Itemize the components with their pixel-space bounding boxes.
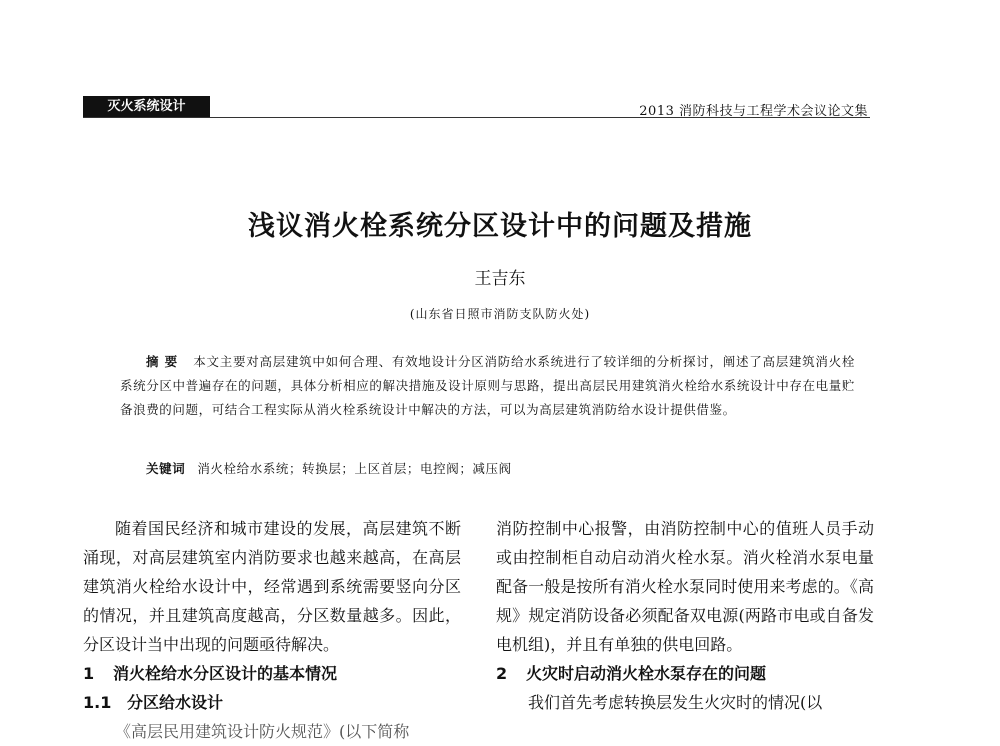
abstract-text: 本文主要对高层建筑中如何合理、有效地设计分区消防给水系统进行了较详细的分析探讨，阐述了高层建筑消火栓系统分区中普遍存在的问题，具体分析相应的解决措施及设计原则与思路，提出高层民用建筑消火栓给水系统设计中存在电量贮备浪费的问题，可结合工程实际从消火栓系统设计中解决的方法，可以为高层建筑消防给水设计提供借鉴。 xyxy=(120,354,855,417)
keywords xyxy=(146,459,512,477)
right-column xyxy=(496,514,874,717)
intro-paragraph: 随着国民经济和城市建设的发展，高层建筑不断涌现，对高层建筑室内消防要求也越来越高，在高层建筑消火栓给水设计中，经常遇到系统需要竖向分区的情况，并且建筑高度越高，分区数量越多。因此，分区设计当中出现的问题亟待解决。 xyxy=(83,519,461,654)
paper-author: 王吉东 xyxy=(474,269,526,289)
author-affiliation: (山东省日照市消防支队防火处) xyxy=(409,307,591,321)
section-2-number: 2 xyxy=(496,664,508,683)
section-2-heading xyxy=(496,659,874,688)
section-1-1-title: 分区给水设计 xyxy=(127,693,224,712)
section-1-1-number: 1.1 xyxy=(83,693,112,712)
section-2-paragraph: 我们首先考虑转换层发生火灾时的情况(以 xyxy=(528,693,823,712)
abstract xyxy=(120,350,855,422)
left-column xyxy=(83,514,461,746)
publication-title: 2013 消防科技与工程学术会议论文集 xyxy=(639,104,868,119)
abstract-label: 摘要 xyxy=(146,354,184,369)
section-1-number: 1 xyxy=(83,664,95,683)
section-tag: 灭火系统设计 xyxy=(83,96,210,118)
section-1-title: 消火栓给水分区设计的基本情况 xyxy=(113,664,338,683)
paper-title: 浅议消火栓系统分区设计中的问题及措施 xyxy=(248,211,752,242)
section-2-title: 火灾时启动消火栓水泵存在的问题 xyxy=(526,664,767,683)
cut-off-line: 《高层民用建筑设计防火规范》(以下简称 xyxy=(115,722,410,741)
section-1-heading xyxy=(83,659,461,688)
keywords-label: 关键词 xyxy=(146,461,186,476)
section-1-1-heading xyxy=(83,688,461,717)
continued-paragraph: 消防控制中心报警，由消防控制中心的值班人员手动或由控制柜自动启动消火栓水泵。消火栓消水泵电量配备一般是按所有消火栓水泵同时使用来考虑的。《高规》规定消防设备必须配备双电源(两路市电或自备发电机组)，并且有单独的供电回路。 xyxy=(496,519,874,654)
keywords-text: 消火栓给水系统；转换层；上区首层；电控阀；减压阀 xyxy=(197,461,512,476)
